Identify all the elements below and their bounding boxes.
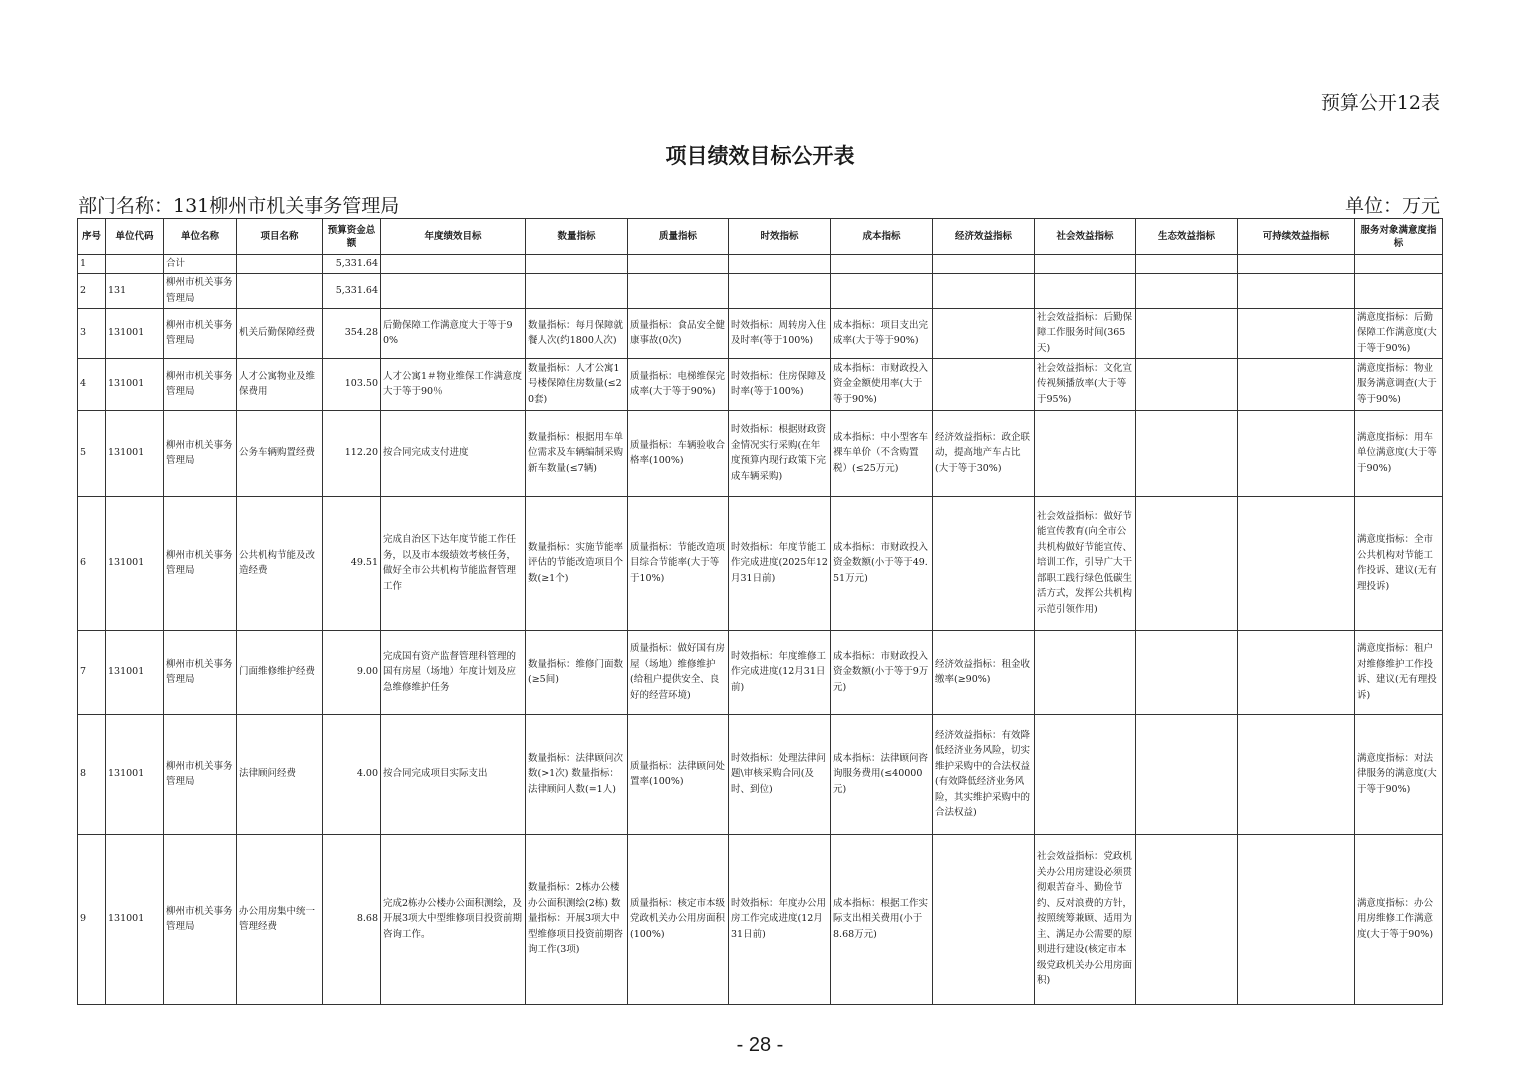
table-cell <box>729 255 831 274</box>
header-cell: 年度绩效目标 <box>381 219 526 255</box>
table-cell: 131001 <box>106 308 164 358</box>
table-cell: 质量指标：做好国有房屋（场地）维修维护(给租户提供安全、良好的经营环境) <box>628 630 729 714</box>
table-cell <box>1238 358 1355 410</box>
table-cell: 6 <box>78 496 106 630</box>
table-cell: 办公用房集中统一管理经费 <box>237 834 323 1004</box>
table-cell: 后勤保障工作满意度大于等于90% <box>381 308 526 358</box>
table-cell: 8.68 <box>323 834 381 1004</box>
table-cell <box>831 255 933 274</box>
table-cell <box>933 834 1035 1004</box>
table-cell <box>237 255 323 274</box>
table-cell: 131001 <box>106 496 164 630</box>
table-cell <box>1238 630 1355 714</box>
table-cell <box>1136 630 1238 714</box>
table-cell <box>1136 273 1238 308</box>
table-cell: 机关后勤保障经费 <box>237 308 323 358</box>
table-cell: 柳州市机关事务管理局 <box>164 630 237 714</box>
table-cell: 成本指标：法律顾问咨询服务费用(≤40000元) <box>831 714 933 834</box>
table-cell: 131001 <box>106 410 164 496</box>
table-cell <box>381 255 526 274</box>
header-cell: 经济效益指标 <box>933 219 1035 255</box>
table-cell <box>237 273 323 308</box>
performance-table <box>77 218 1443 1005</box>
table-row <box>78 358 1443 410</box>
table-row <box>78 273 1443 308</box>
table-cell <box>1355 255 1443 274</box>
table-cell: 5,331.64 <box>323 273 381 308</box>
table-cell: 112.20 <box>323 410 381 496</box>
header-cell: 质量指标 <box>628 219 729 255</box>
table-row <box>78 630 1443 714</box>
header-cell: 单位名称 <box>164 219 237 255</box>
header-cell: 生态效益指标 <box>1136 219 1238 255</box>
table-cell: 经济效益指标：政企联动，提高地产车占比(大于等于30%) <box>933 410 1035 496</box>
header-cell: 成本指标 <box>831 219 933 255</box>
header-cell: 单位代码 <box>106 219 164 255</box>
table-cell <box>1136 358 1238 410</box>
table-cell: 门面维修维护经费 <box>237 630 323 714</box>
table-cell <box>106 255 164 274</box>
table-cell: 数量指标：维修门面数(≥5间) <box>526 630 628 714</box>
table-cell <box>1136 834 1238 1004</box>
table-cell: 时效指标：年度维修工作完成进度(12月31日前) <box>729 630 831 714</box>
table-cell <box>1035 255 1136 274</box>
table-cell: 数量指标：根据用车单位需求及车辆编制采购新车数量(≤7辆) <box>526 410 628 496</box>
table-cell: 按合同完成项目实际支出 <box>381 714 526 834</box>
table-cell: 质量指标：节能改造项目综合节能率(大于等于10%) <box>628 496 729 630</box>
table-cell: 合计 <box>164 255 237 274</box>
table-cell <box>1035 410 1136 496</box>
table-cell: 时效指标：根据财政资金情况实行采购(在年度预算内现行政策下完成车辆采购) <box>729 410 831 496</box>
header-cell: 项目名称 <box>237 219 323 255</box>
table-cell: 柳州市机关事务管理局 <box>164 308 237 358</box>
table-cell <box>526 255 628 274</box>
table-cell: 103.50 <box>323 358 381 410</box>
table-cell: 5,331.64 <box>323 255 381 274</box>
table-cell <box>1238 273 1355 308</box>
table-cell: 时效指标：住房保障及时率(等于100%) <box>729 358 831 410</box>
table-cell <box>1238 714 1355 834</box>
table-cell: 成本指标：市财政投入资金数额(小于等于49.51万元) <box>831 496 933 630</box>
table-cell: 质量指标：车辆验收合格率(100%) <box>628 410 729 496</box>
table-cell: 法律顾问经费 <box>237 714 323 834</box>
table-cell: 49.51 <box>323 496 381 630</box>
table-cell <box>1035 630 1136 714</box>
table-cell: 满意度指标：用车单位满意度(大于等于90%) <box>1355 410 1443 496</box>
table-cell: 质量指标：电梯维保完成率(大于等于90%) <box>628 358 729 410</box>
page-title: 项目绩效目标公开表 <box>665 144 855 168</box>
table-cell: 质量指标：食品安全健康事故(0次) <box>628 308 729 358</box>
table-cell: 满意度指标：后勤保障工作满意度(大于等于90%) <box>1355 308 1443 358</box>
table-cell: 8 <box>78 714 106 834</box>
header-cell: 预算资金总额 <box>323 219 381 255</box>
header-cell: 社会效益指标 <box>1035 219 1136 255</box>
table-cell <box>933 496 1035 630</box>
table-row <box>78 496 1443 630</box>
table-cell: 成本指标：市财政投入资金金额使用率(大于等于90%) <box>831 358 933 410</box>
table-cell: 数量指标：每月保障就餐人次(约1800人次) <box>526 308 628 358</box>
table-cell <box>1035 273 1136 308</box>
table-cell: 柳州市机关事务管理局 <box>164 273 237 308</box>
table-cell: 7 <box>78 630 106 714</box>
table-cell: 社会效益指标：后勤保障工作服务时间(365天) <box>1035 308 1136 358</box>
table-cell <box>1355 273 1443 308</box>
table-cell: 柳州市机关事务管理局 <box>164 834 237 1004</box>
table-cell: 柳州市机关事务管理局 <box>164 714 237 834</box>
table-cell: 完成自治区下达年度节能工作任务，以及市本级绩效考核任务，做好全市公共机构节能监督管理工作 <box>381 496 526 630</box>
table-cell: 公务车辆购置经费 <box>237 410 323 496</box>
table-cell: 社会效益指标：党政机关办公用房建设必须贯彻艰苦奋斗、勤俭节约、反对浪费的方针，按照统筹兼顾、适用为主、满足办公需要的原则进行建设(核定市本级党政机关办公用房面积) <box>1035 834 1136 1004</box>
table-cell <box>1035 714 1136 834</box>
table-cell: 完成国有资产监督管理科管理的国有房屋（场地）年度计划及应急维修维护任务 <box>381 630 526 714</box>
table-cell: 时效指标：年度节能工作完成进度(2025年12月31日前) <box>729 496 831 630</box>
table-cell: 131001 <box>106 834 164 1004</box>
table-cell <box>933 358 1035 410</box>
table-cell <box>1136 308 1238 358</box>
table-cell: 社会效益指标：做好节能宣传教育(向全市公共机构做好节能宣传、培训工作，引导广大干部职工践行绿色低碳生活方式，发挥公共机构示范引领作用) <box>1035 496 1136 630</box>
table-cell: 社会效益指标：文化宣传视频播放率(大于等于95%) <box>1035 358 1136 410</box>
table-cell <box>729 273 831 308</box>
table-cell: 131 <box>106 273 164 308</box>
header-cell: 服务对象满意度指标 <box>1355 219 1443 255</box>
table-cell: 柳州市机关事务管理局 <box>164 410 237 496</box>
table-cell: 3 <box>78 308 106 358</box>
table-row <box>78 255 1443 274</box>
header-cell: 时效指标 <box>729 219 831 255</box>
table-cell <box>381 273 526 308</box>
table-cell: 经济效益指标：有效降低经济业务风险，切实维护采购中的合法权益(有效降低经济业务风险，其实维护采购中的合法权益) <box>933 714 1035 834</box>
table-cell <box>1136 496 1238 630</box>
header-cell: 可持续效益指标 <box>1238 219 1355 255</box>
table-cell <box>628 255 729 274</box>
table-cell: 131001 <box>106 714 164 834</box>
table-cell <box>1238 255 1355 274</box>
table-cell: 131001 <box>106 358 164 410</box>
table-cell <box>1136 255 1238 274</box>
table-cell <box>933 255 1035 274</box>
table-cell <box>1238 410 1355 496</box>
page-number: - 28 - <box>736 1034 784 1056</box>
table-cell: 满意度指标：办公用房维修工作满意度(大于等于90%) <box>1355 834 1443 1004</box>
table-cell: 满意度指标：租户对维修维护工作投诉、建议(无有理投诉) <box>1355 630 1443 714</box>
table-cell: 354.28 <box>323 308 381 358</box>
table-cell <box>933 273 1035 308</box>
table-cell: 柳州市机关事务管理局 <box>164 496 237 630</box>
form-number: 预算公开12表 <box>1320 92 1440 114</box>
table-cell <box>1136 714 1238 834</box>
table-cell <box>526 273 628 308</box>
table-cell: 经济效益指标：租金收缴率(≥90%) <box>933 630 1035 714</box>
table-cell: 2 <box>78 273 106 308</box>
table-cell: 完成2栋办公楼办公面积测绘，及开展3项大中型维修项目投资前期咨询工作。 <box>381 834 526 1004</box>
table-cell <box>1238 308 1355 358</box>
table-cell: 人才公寓物业及维保费用 <box>237 358 323 410</box>
table-cell: 数量指标：人才公寓1号楼保障住房数量(≤20套) <box>526 358 628 410</box>
table-cell: 成本指标：根据工作实际支出相关费用(小于8.68万元) <box>831 834 933 1004</box>
table-cell: 9 <box>78 834 106 1004</box>
table-cell <box>1136 410 1238 496</box>
header-cell: 序号 <box>78 219 106 255</box>
table-cell: 质量指标：法律顾问处置率(100%) <box>628 714 729 834</box>
table-cell: 成本指标：中小型客车裸车单价（不含购置税）(≤25万元) <box>831 410 933 496</box>
table-cell <box>933 308 1035 358</box>
table-cell: 1 <box>78 255 106 274</box>
table-cell: 公共机构节能及改造经费 <box>237 496 323 630</box>
table-cell: 数量指标：2栋办公楼办公面积测绘(2栋) 数量指标：开展3项大中型维修项目投资前期咨询工作(3项) <box>526 834 628 1004</box>
department-name: 部门名称：131柳州市机关事务管理局 <box>78 195 400 217</box>
table-cell: 4 <box>78 358 106 410</box>
table-cell: 人才公寓1＃物业维保工作满意度大于等于90％ <box>381 358 526 410</box>
table-cell: 5 <box>78 410 106 496</box>
table-cell: 时效指标：周转房入住及时率(等于100%) <box>729 308 831 358</box>
table-row <box>78 410 1443 496</box>
table-cell: 成本指标：项目支出完成率(大于等于90%) <box>831 308 933 358</box>
table-cell <box>628 273 729 308</box>
table-row <box>78 308 1443 358</box>
table-row <box>78 714 1443 834</box>
table-cell: 131001 <box>106 630 164 714</box>
table-cell: 时效指标：处理法律问题\审核采购合同(及时、到位) <box>729 714 831 834</box>
table-cell: 柳州市机关事务管理局 <box>164 358 237 410</box>
table-cell: 质量指标：核定市本级党政机关办公用房面积(100%) <box>628 834 729 1004</box>
table-cell <box>1238 834 1355 1004</box>
table-cell: 满意度指标：全市公共机构对节能工作投诉、建议(无有理投诉) <box>1355 496 1443 630</box>
table-cell: 按合同完成支付进度 <box>381 410 526 496</box>
table-cell <box>1238 496 1355 630</box>
table-cell: 满意度指标：物业服务满意调查(大于等于90%) <box>1355 358 1443 410</box>
table-cell: 时效指标：年度办公用房工作完成进度(12月31日前) <box>729 834 831 1004</box>
table-cell: 成本指标：市财政投入资金数额(小于等于9万元) <box>831 630 933 714</box>
table-cell: 数量指标：法律顾问次数(>1次) 数量指标：法律顾问人数(=1人) <box>526 714 628 834</box>
header-row <box>78 219 1443 255</box>
table-cell: 9.00 <box>323 630 381 714</box>
table-cell <box>831 273 933 308</box>
header-cell: 数量指标 <box>526 219 628 255</box>
table-cell: 4.00 <box>323 714 381 834</box>
table-cell: 数量指标：实施节能率评估的节能改造项目个数(≥1个) <box>526 496 628 630</box>
table-cell: 满意度指标：对法律服务的满意度(大于等于90%) <box>1355 714 1443 834</box>
unit-label: 单位：万元 <box>1344 195 1440 217</box>
table-row <box>78 834 1443 1004</box>
